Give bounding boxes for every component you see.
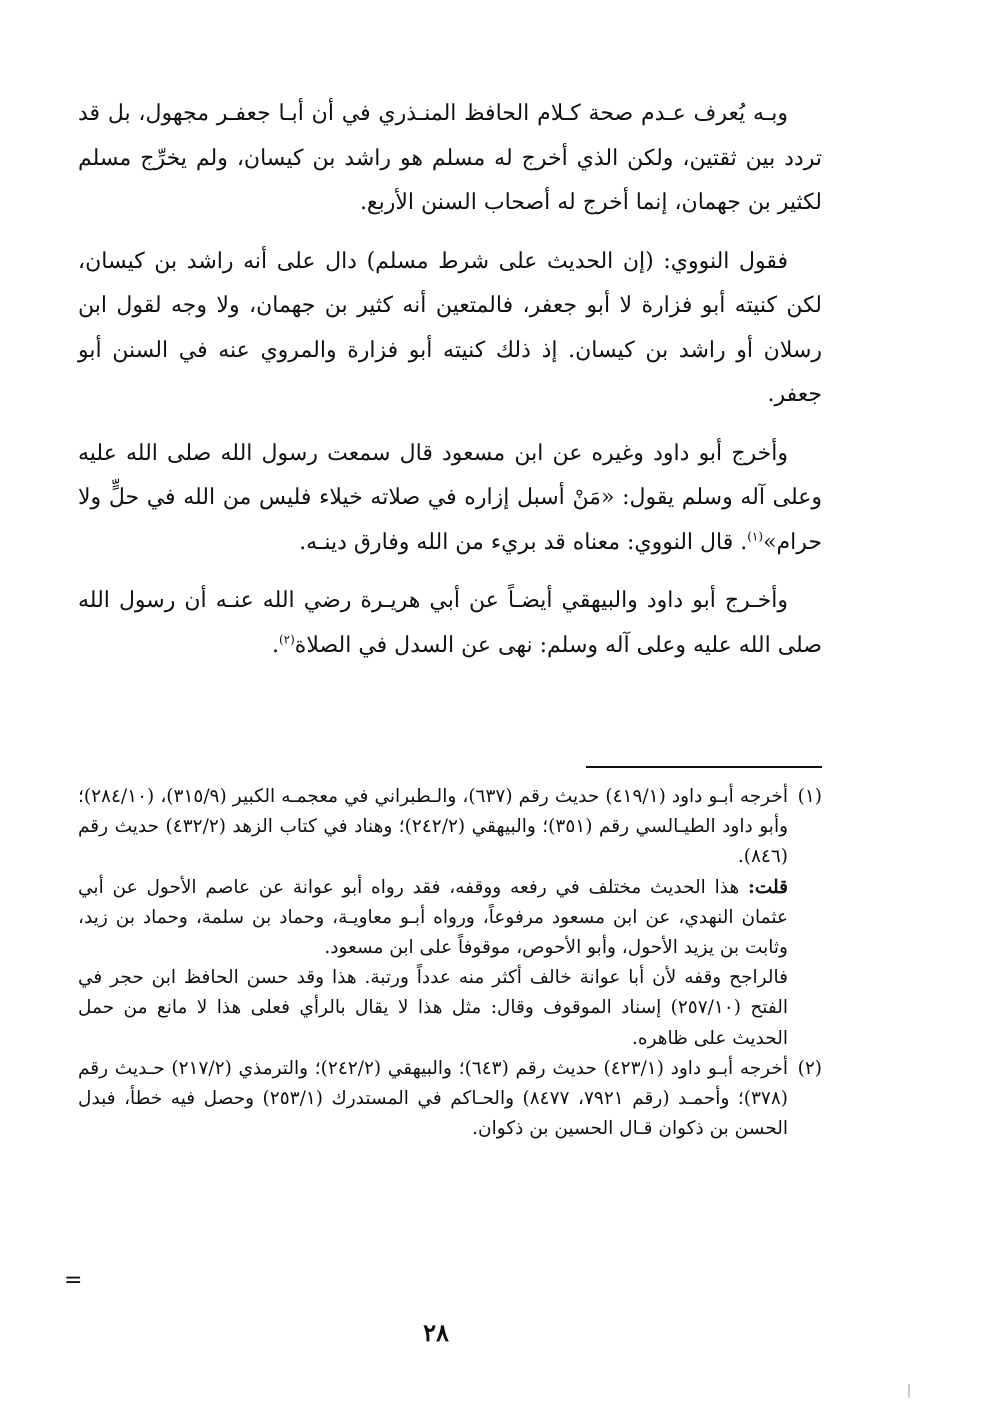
paragraph-4-text: وأخـرج أبو داود والبيهقي أيضـاً عن أبي هريـرة رضي الله عنـه أن رسول الله صلى الله عليه وعلى آله وسلم: نهى عن السدل في الصلاة xyxy=(78,588,822,658)
footnote-ref-1[interactable]: (١) xyxy=(747,529,764,544)
footnote-number: (٢) xyxy=(797,1057,822,1079)
footnotes xyxy=(78,782,822,1144)
footnote-separator xyxy=(586,766,822,768)
continuation-mark: = xyxy=(64,1268,83,1293)
footnote-2-citation: أخرجه أبـو داود (٤٢٣/١) حديث رقم (٦٤٣)؛ والبيهقي (٢٤٢/٢)؛ والترمذي (٢١٧/٢) حـديث رقم (٣٧٨)؛ وأحمـد (رقم ٧٩٢١، ٨٤٧٧) والحـاكم في المستدرك (٢٥٣/١) وحصل فيه خطأ، فبدل الحسن بن ذكوان قـال الحسين بن ذكوان. xyxy=(78,1057,789,1140)
footnote-1-conclusion: فالراجح وقفه لأن أبا عوانة خالف أكثر منه عدداً ورتبة. هذا وقد حسن الحافظ ابن حجر في الفتح (٢٥٧/١٠) إسناد الموقوف وقال: مثل هذا لا يقال بالرأي فعلى هذا لا مانع من حمل الحديث على ظاهره. xyxy=(78,967,788,1049)
footnote-2 xyxy=(78,1054,822,1145)
scan-mark xyxy=(908,1384,910,1398)
main-text xyxy=(78,92,822,682)
footnote-1-comment xyxy=(78,873,788,964)
qult-text: هذا الحديث مختلف في رفعه ووقفه، فقد رواه أبو عوانة عن عاصم الأحول عن أبي عثمان النهدي، عن ابن مسعود مرفوعاً، ورواه أبـو معاويـة، وحماد بن سلمة، وحماد بن زيد، وثابت بن يزيد الأحول، وأبو الأحوص، موقوفاً على ابن مسعود. xyxy=(78,876,788,959)
footnote-1-citation: أخرجه أبـو داود (٤١٩/١) حديث رقم (٦٣٧)، والـطبراني في معجمـه الكبير (٣١٥/٩)، (٢٨٤/١٠)؛ وأبو داود الطيـالسي رقم (٣٥١)؛ والبيهقي (٢٤٢/٢)؛ وهناد في كتاب الزهد (٤٣٢/٢) حديث رقم (٨٤٦). xyxy=(78,786,789,868)
paragraph-1: وبـه يُعرف عـدم صحة كـلام الحافظ المنـذري في أن أبـا جعفـر مجهول، بل قد تردد بين ثقتين، ولكن الذي أخرج له مسلم هو راشد بن كيسان، ولم يخرِّج مسلم لكثير بن جهمان، إنما أخرج له أصحاب السنن الأربع. xyxy=(78,101,822,215)
paragraph-4 xyxy=(78,579,822,668)
paragraph-3-tail: . قال النووي: معناه قد بريء من الله وفارق دينـه. xyxy=(299,529,748,555)
paragraph-2: فقول النووي: (إن الحديث على شرط مسلم) دال على أنه راشد بن كيسان، لكن كنيته أبو فزارة لا أبو جعفر، فالمتعين أنه كثير بن جهمان، ولا وجه لقول ابن رسلان أو راشد بن كيسان. إذ ذلك كنيته أبو فزارة والمروي عنه في السنن أبو جعفر. xyxy=(78,248,822,407)
footnote-number: (١) xyxy=(797,786,822,807)
footnote-1 xyxy=(78,782,822,1054)
paragraph-4-tail: . xyxy=(271,632,279,658)
page-number: ٢٨ xyxy=(423,1318,449,1347)
paragraph-3-text: وأخرج أبو داود وغيره عن ابن مسعود قال سمعت رسول الله صلى الله عليه وعلى آله وسلم يقول: «مَنْ أسبل إزاره في صلاته خيلاء فليس من الله في حلٍّ ولا حرام» xyxy=(78,440,822,555)
footnote-ref-2[interactable]: (٢) xyxy=(278,632,295,647)
footnote-body xyxy=(78,1054,788,1145)
qult-label: قلت: xyxy=(748,876,788,898)
footnote-body xyxy=(78,782,788,1054)
paragraph-3 xyxy=(78,432,822,566)
